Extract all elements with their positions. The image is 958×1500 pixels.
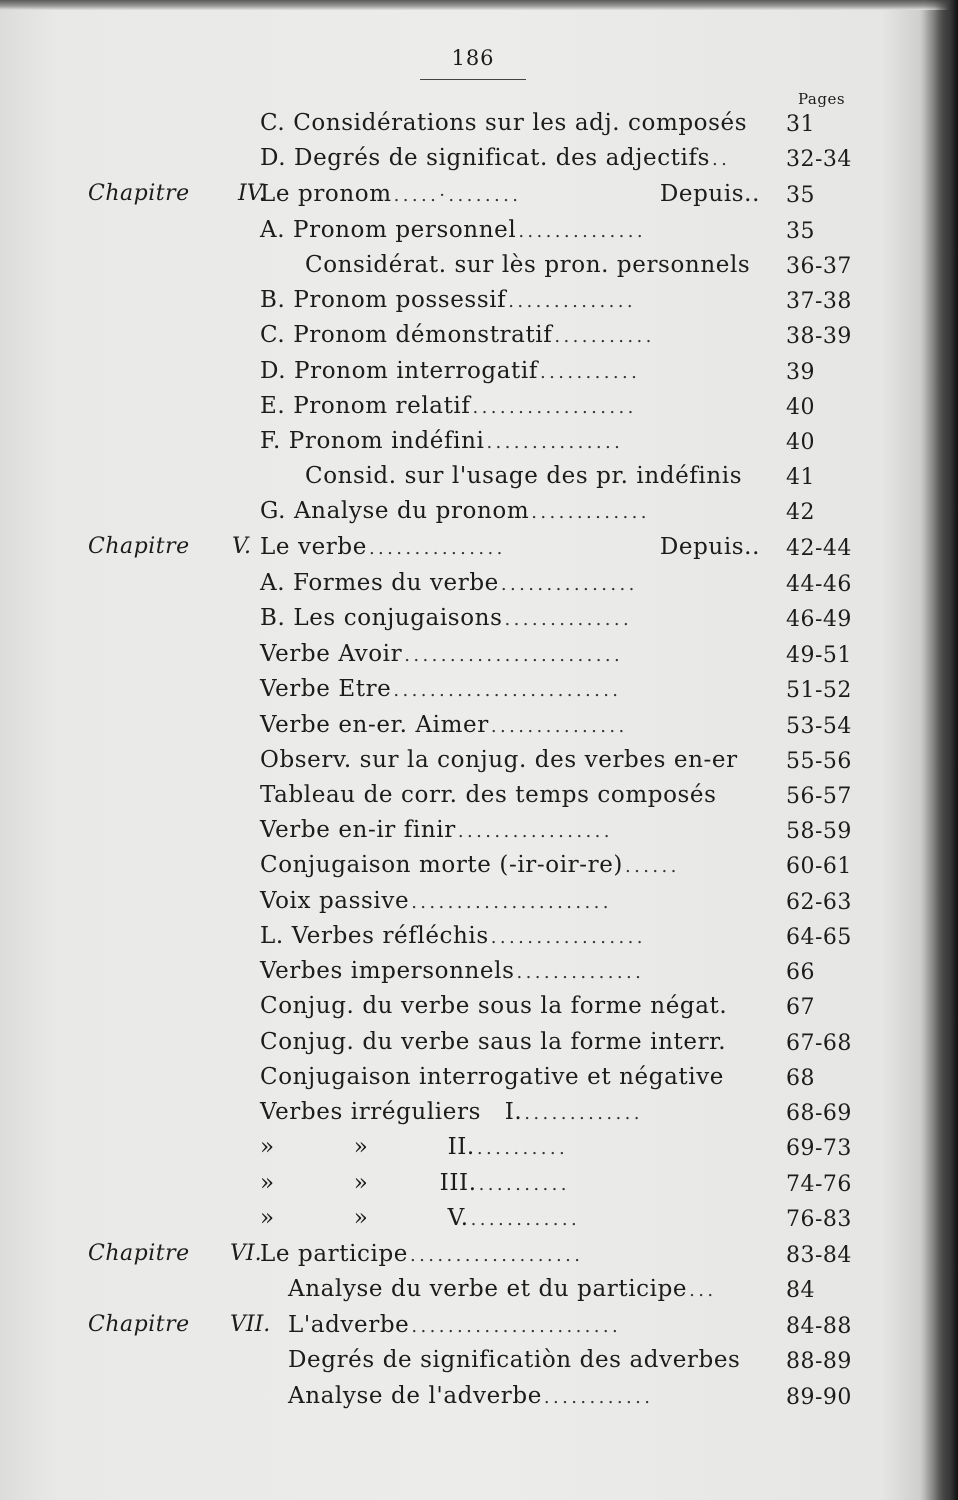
toc-row <box>0 498 900 533</box>
toc-row <box>0 641 900 676</box>
toc-page-range: 68-69 <box>786 1101 852 1126</box>
toc-row <box>0 676 900 711</box>
toc-page-range: 84-88 <box>786 1314 852 1339</box>
toc-entry <box>260 958 760 984</box>
toc-entry-title: D. Degrés de significat. des adjectifs <box>260 145 710 171</box>
toc-page-range: 62-63 <box>786 890 852 915</box>
toc-row <box>0 463 900 498</box>
toc-page-range: 55-56 <box>786 749 852 774</box>
toc-entry <box>305 463 760 489</box>
dot-leader: ...................... <box>411 892 612 913</box>
chapter-label: Chapitre <box>88 534 190 559</box>
toc-entry-depuis: Depuis.. <box>659 534 760 560</box>
toc-row <box>0 1064 900 1099</box>
dot-leader: ................. <box>457 821 613 842</box>
toc-entry <box>260 287 760 313</box>
toc-entry <box>260 676 760 702</box>
toc-page-range: 38-39 <box>786 324 852 349</box>
toc-entry <box>260 322 760 348</box>
toc-entry <box>260 1170 760 1196</box>
dot-leader: .......... <box>478 1174 570 1195</box>
toc-entry <box>288 1347 760 1373</box>
toc-row <box>0 1347 900 1382</box>
toc-row <box>0 993 900 1028</box>
toc-entry <box>260 993 760 1019</box>
toc-row <box>0 217 900 252</box>
toc-entry-title: E. Pronom relatif <box>260 393 471 419</box>
toc-entry <box>260 852 760 878</box>
toc-row <box>0 252 900 287</box>
dot-leader: ............... <box>368 538 506 559</box>
toc-row <box>0 747 900 782</box>
dot-leader: ................... <box>410 1245 584 1266</box>
chapter-label: Chapitre <box>88 1241 190 1266</box>
dot-leader: ............ <box>543 1387 654 1408</box>
toc-page-range: 53-54 <box>786 714 852 739</box>
dot-leader: ............. <box>531 502 650 523</box>
toc-entry-title: Verbes irréguliers I. <box>260 1099 523 1125</box>
toc-page-range: 83-84 <box>786 1243 852 1268</box>
toc-row <box>0 393 900 428</box>
toc-entry-title: B. Pronom possessif <box>260 287 507 313</box>
toc-entry <box>260 782 760 808</box>
dot-leader: ............. <box>524 1103 643 1124</box>
toc-page-range: 32-34 <box>786 147 852 172</box>
toc-entry-title: » » II. <box>260 1134 475 1160</box>
toc-entry-title: » » III. <box>260 1170 477 1196</box>
toc-entry-title: Degrés de significatiòn des adverbes <box>288 1347 741 1373</box>
toc-entry <box>260 712 760 738</box>
toc-page-range: 56-57 <box>786 784 852 809</box>
toc-page-range: 46-49 <box>786 607 852 632</box>
toc-page-range: 31 <box>786 112 815 137</box>
toc-row <box>0 1383 900 1418</box>
toc-page-range: 42 <box>786 500 815 525</box>
toc-row <box>0 1276 900 1311</box>
toc-page-range: 66 <box>786 960 815 985</box>
toc-page-range: 69-73 <box>786 1136 852 1161</box>
toc-page-range: 58-59 <box>786 819 852 844</box>
toc-entry-title: Analyse du verbe et du participe <box>288 1276 688 1302</box>
dot-leader: ........................ <box>404 645 624 666</box>
dot-leader: .......... <box>476 1138 569 1159</box>
dot-leader: ................. <box>490 927 646 948</box>
toc-entry <box>260 817 760 843</box>
toc-entry <box>260 1099 760 1125</box>
toc-entry-title: C. Pronom démonstratif <box>260 322 553 348</box>
toc-row <box>0 534 900 569</box>
toc-entry-title: » » V. <box>260 1205 469 1231</box>
toc-entry-title: Verbe en-ir finir <box>260 817 456 843</box>
toc-page-range: 37-38 <box>786 289 852 314</box>
toc-entry <box>260 1205 760 1231</box>
toc-entry-title: B. Les conjugaisons <box>260 605 503 631</box>
toc-page-range: 39 <box>786 360 815 385</box>
toc-entry <box>305 252 760 278</box>
toc-entry-title: Verbe Etre <box>260 676 392 702</box>
toc-row <box>0 110 900 145</box>
toc-row <box>0 1134 900 1169</box>
toc-page-range: 44-46 <box>786 572 852 597</box>
toc-row <box>0 287 900 322</box>
dot-leader: ........... <box>554 326 655 347</box>
toc-entry <box>260 1064 760 1090</box>
dot-leader: ............... <box>490 716 628 737</box>
dot-leader: ............... <box>486 432 624 453</box>
chapter-label: Chapitre <box>88 181 190 206</box>
toc-entry <box>260 1241 760 1267</box>
toc-entry-title: Le pronom <box>260 181 392 207</box>
toc-row <box>0 958 900 993</box>
dot-leader: ....................... <box>411 1316 622 1337</box>
toc-entry-title: A. Formes du verbe <box>260 570 499 596</box>
toc-entry-title: Considérat. sur lès pron. personnels <box>305 252 751 278</box>
pages-column-header: Pages <box>798 90 846 108</box>
toc-page-range: 88-89 <box>786 1349 852 1374</box>
toc-row <box>0 322 900 357</box>
toc-page-range: 68 <box>786 1066 815 1091</box>
page-number: 186 <box>451 46 495 70</box>
toc-row <box>0 358 900 393</box>
toc-entry-title: Conjug. du verbe sous la forme négat. <box>260 993 728 1019</box>
toc-entry <box>260 110 760 136</box>
dot-leader: ...... <box>625 856 680 877</box>
toc-page-range: 76-83 <box>786 1207 852 1232</box>
chapter-number: VII. <box>230 1312 271 1337</box>
toc-entry-title: Verbes impersonnels <box>260 958 515 984</box>
toc-entry <box>288 1276 760 1302</box>
toc-entry-title: L'adverbe <box>288 1312 410 1338</box>
dot-leader: .....·........ <box>393 185 522 206</box>
toc-entry-title: Analyse de l'adverbe <box>288 1383 542 1409</box>
toc-entry-title: L. Verbes réfléchis <box>260 923 489 949</box>
dot-leader: ............ <box>470 1209 581 1230</box>
toc-row <box>0 1205 900 1240</box>
toc-entry <box>260 641 760 667</box>
toc-row <box>0 1170 900 1205</box>
dot-leader: ......................... <box>393 680 622 701</box>
dot-leader: .............. <box>516 962 645 983</box>
page-top-edge <box>0 0 958 10</box>
toc-page-range: 64-65 <box>786 925 852 950</box>
toc-row <box>0 605 900 640</box>
toc-page-range: 35 <box>786 183 815 208</box>
toc-entry-title: Tableau de corr. des temps composés <box>260 782 717 808</box>
toc-entry-title: Voix passive <box>260 888 410 914</box>
dot-leader: .............. <box>518 221 647 242</box>
toc-page-range: 35 <box>786 219 815 244</box>
toc-page-range: 67-68 <box>786 1031 852 1056</box>
toc-row <box>0 923 900 958</box>
toc-entry-title: G. Analyse du pronom <box>260 498 530 524</box>
toc-entry <box>260 358 760 384</box>
toc-entry-depuis: Depuis.. <box>659 181 760 207</box>
toc-entry-title: D. Pronom interrogatif <box>260 358 538 384</box>
dot-leader: .................. <box>472 397 637 418</box>
toc-entry-title: Le verbe <box>260 534 367 560</box>
toc-row <box>0 888 900 923</box>
toc-row <box>0 782 900 817</box>
toc-entry <box>260 747 760 773</box>
toc-entry <box>260 605 760 631</box>
chapter-number: IV. <box>238 181 266 206</box>
toc-page-range: 42-44 <box>786 536 852 561</box>
toc-row <box>0 428 900 463</box>
toc-row <box>0 817 900 852</box>
chapter-label: Chapitre <box>88 1312 190 1337</box>
toc-row <box>0 1029 900 1064</box>
page-number-rule <box>420 79 526 80</box>
toc-page-range: 40 <box>786 430 815 455</box>
toc-entry-title: Conjug. du verbe saus la forme interr. <box>260 1029 727 1055</box>
toc-entry <box>260 145 760 171</box>
toc-row <box>0 1312 900 1347</box>
toc-row <box>0 145 900 180</box>
toc-entry-title: F. Pronom indéfini <box>260 428 485 454</box>
toc-entry <box>260 393 760 419</box>
toc-page-range: 51-52 <box>786 678 852 703</box>
toc-entry <box>260 1134 760 1160</box>
dot-leader: .. <box>711 149 731 170</box>
toc-entry <box>288 1383 760 1409</box>
page-binding-shadow <box>924 0 958 1500</box>
toc-entry-title: Conjugaison morte (-ir-oir-re) <box>260 852 623 878</box>
toc-entry-title: A. Pronom personnel <box>260 217 517 243</box>
toc-page-range: 74-76 <box>786 1172 852 1197</box>
dot-leader: ... <box>689 1280 717 1301</box>
toc-entry <box>260 570 760 596</box>
toc-page-range: 40 <box>786 395 815 420</box>
dot-leader: ............... <box>500 574 638 595</box>
toc-entry <box>260 428 760 454</box>
dot-leader: .............. <box>504 609 633 630</box>
toc-row <box>0 570 900 605</box>
toc-entry-title: Observ. sur la conjug. des verbes en-er <box>260 747 738 773</box>
chapter-number: V. <box>232 534 252 559</box>
toc-entry-title: Verbe Avoir <box>260 641 403 667</box>
toc-row <box>0 712 900 747</box>
toc-entry-title: Verbe en-er. Aimer <box>260 712 489 738</box>
toc-entry <box>260 923 760 949</box>
toc-row <box>0 852 900 887</box>
toc-page-range: 89-90 <box>786 1385 852 1410</box>
toc-page-range: 49-51 <box>786 643 852 668</box>
toc-page-range: 36-37 <box>786 254 852 279</box>
toc-entry <box>260 498 760 524</box>
toc-entry <box>288 1312 760 1338</box>
toc-entry-title: Consid. sur l'usage des pr. indéfinis <box>305 463 743 489</box>
toc-entry <box>260 181 760 207</box>
toc-page-range: 60-61 <box>786 854 852 879</box>
toc-row <box>0 1099 900 1134</box>
toc-page-range: 41 <box>786 465 815 490</box>
toc-entry <box>260 1029 760 1055</box>
chapter-number: VI. <box>230 1241 262 1266</box>
toc-entry-title: Le participe <box>260 1241 408 1267</box>
toc-entry-title: Conjugaison interrogative et négative <box>260 1064 725 1090</box>
toc-entry <box>260 534 760 560</box>
toc-row <box>0 1241 900 1276</box>
toc-entry-title: C. Considérations sur les adj. composés <box>260 110 748 136</box>
toc-entry <box>260 888 760 914</box>
dot-leader: .............. <box>508 291 637 312</box>
dot-leader: ........... <box>539 362 641 383</box>
toc-page-range: 67 <box>786 995 815 1020</box>
toc-page-range: 84 <box>786 1278 815 1303</box>
toc-row <box>0 181 900 216</box>
toc-entry <box>260 217 760 243</box>
